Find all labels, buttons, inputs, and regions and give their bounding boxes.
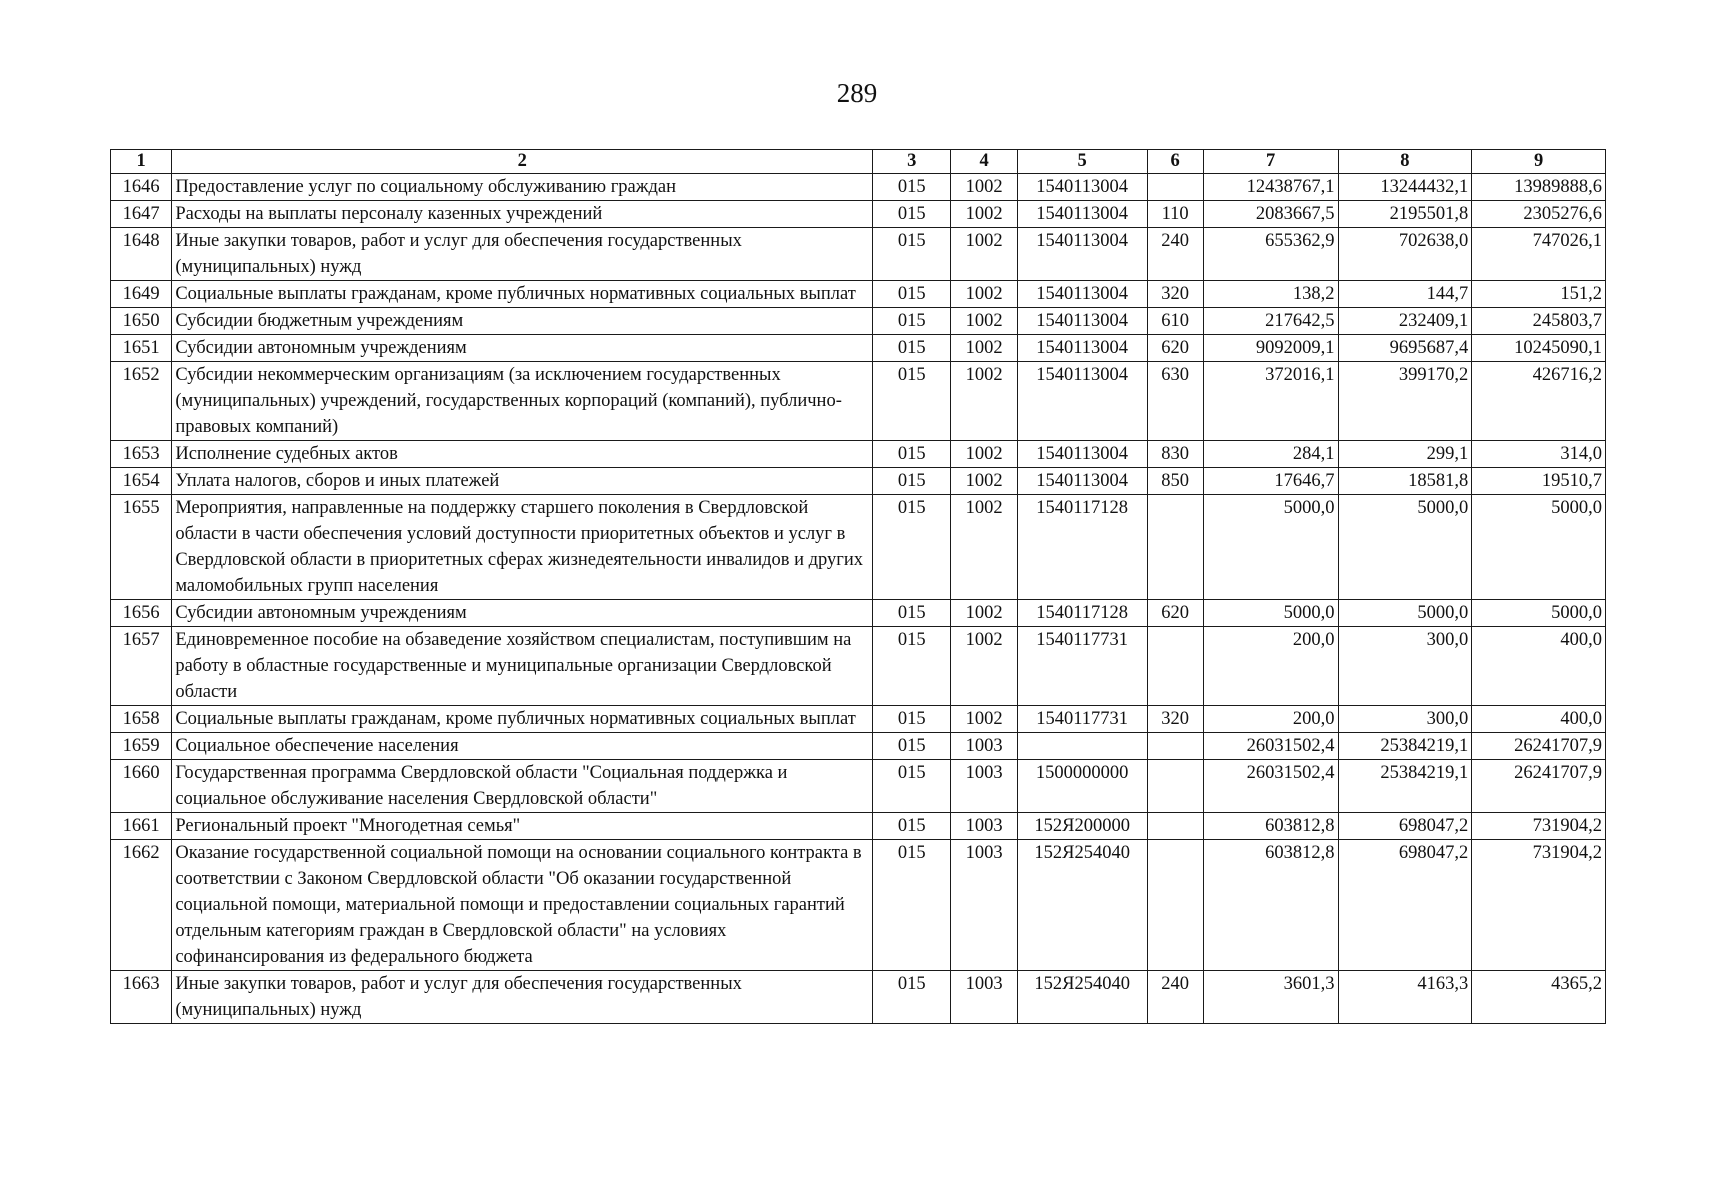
section-code-cell: 1002 xyxy=(951,362,1017,441)
amount-year3-cell: 2305276,6 xyxy=(1472,201,1606,228)
amount-year3-cell: 13989888,6 xyxy=(1472,174,1606,201)
description-cell: Социальные выплаты гражданам, кроме публичных нормативных социальных выплат xyxy=(172,281,873,308)
target-article-cell: 1540113004 xyxy=(1017,335,1147,362)
section-code-cell: 1003 xyxy=(951,813,1017,840)
page-number: 289 xyxy=(836,78,878,108)
section-code-cell: 1003 xyxy=(951,733,1017,760)
description-cell: Уплата налогов, сборов и иных платежей xyxy=(172,468,873,495)
section-code-cell: 1002 xyxy=(951,174,1017,201)
expense-type-cell: 620 xyxy=(1147,335,1203,362)
row-number-cell: 1647 xyxy=(111,201,172,228)
description-cell: Иные закупки товаров, работ и услуг для обеспечения государственных (муниципальных) нужд xyxy=(172,228,873,281)
column-header-3: 3 xyxy=(873,150,951,174)
row-number-cell: 1661 xyxy=(111,813,172,840)
amount-year3-cell: 5000,0 xyxy=(1472,600,1606,627)
amount-year3-cell: 314,0 xyxy=(1472,441,1606,468)
section-code-cell: 1002 xyxy=(951,281,1017,308)
row-number-cell: 1649 xyxy=(111,281,172,308)
amount-year1-cell: 200,0 xyxy=(1203,627,1338,706)
expense-type-cell: 240 xyxy=(1147,971,1203,1024)
amount-year3-cell: 426716,2 xyxy=(1472,362,1606,441)
row-number-cell: 1660 xyxy=(111,760,172,813)
table-row xyxy=(111,627,1606,706)
expense-type-cell: 630 xyxy=(1147,362,1203,441)
description-cell: Социальные выплаты гражданам, кроме публичных нормативных социальных выплат xyxy=(172,706,873,733)
amount-year3-cell: 747026,1 xyxy=(1472,228,1606,281)
target-article-cell: 1540113004 xyxy=(1017,281,1147,308)
amount-year3-cell: 4365,2 xyxy=(1472,971,1606,1024)
expense-type-cell xyxy=(1147,760,1203,813)
table-body xyxy=(111,174,1606,1024)
department-code-cell: 015 xyxy=(873,174,951,201)
amount-year3-cell: 10245090,1 xyxy=(1472,335,1606,362)
section-code-cell: 1002 xyxy=(951,308,1017,335)
description-cell: Единовременное пособие на обзаведение хозяйством специалистам, поступившим на работу в областные государственные и муниципальные организации Свердловской области xyxy=(172,627,873,706)
department-code-cell: 015 xyxy=(873,840,951,971)
department-code-cell: 015 xyxy=(873,335,951,362)
budget-table xyxy=(110,149,1606,1024)
department-code-cell: 015 xyxy=(873,281,951,308)
expense-type-cell: 320 xyxy=(1147,281,1203,308)
row-number-cell: 1654 xyxy=(111,468,172,495)
department-code-cell: 015 xyxy=(873,706,951,733)
amount-year3-cell: 245803,7 xyxy=(1472,308,1606,335)
amount-year3-cell: 400,0 xyxy=(1472,706,1606,733)
row-number-cell: 1657 xyxy=(111,627,172,706)
expense-type-cell: 110 xyxy=(1147,201,1203,228)
amount-year2-cell: 698047,2 xyxy=(1338,813,1472,840)
amount-year2-cell: 5000,0 xyxy=(1338,600,1472,627)
amount-year2-cell: 698047,2 xyxy=(1338,840,1472,971)
row-number-cell: 1659 xyxy=(111,733,172,760)
description-cell: Расходы на выплаты персоналу казенных учреждений xyxy=(172,201,873,228)
table-row xyxy=(111,468,1606,495)
amount-year1-cell: 138,2 xyxy=(1203,281,1338,308)
description-cell: Иные закупки товаров, работ и услуг для обеспечения государственных (муниципальных) нужд xyxy=(172,971,873,1024)
target-article-cell: 1540117128 xyxy=(1017,495,1147,600)
row-number-cell: 1662 xyxy=(111,840,172,971)
column-header-5: 5 xyxy=(1017,150,1147,174)
amount-year1-cell: 26031502,4 xyxy=(1203,760,1338,813)
amount-year2-cell: 25384219,1 xyxy=(1338,760,1472,813)
amount-year1-cell: 5000,0 xyxy=(1203,495,1338,600)
row-number-cell: 1652 xyxy=(111,362,172,441)
amount-year2-cell: 144,7 xyxy=(1338,281,1472,308)
amount-year2-cell: 702638,0 xyxy=(1338,228,1472,281)
description-cell: Региональный проект "Многодетная семья" xyxy=(172,813,873,840)
table-row xyxy=(111,706,1606,733)
section-code-cell: 1003 xyxy=(951,840,1017,971)
table-row xyxy=(111,971,1606,1024)
amount-year2-cell: 18581,8 xyxy=(1338,468,1472,495)
amount-year2-cell: 300,0 xyxy=(1338,706,1472,733)
target-article-cell: 1540113004 xyxy=(1017,441,1147,468)
amount-year3-cell: 26241707,9 xyxy=(1472,733,1606,760)
expense-type-cell: 610 xyxy=(1147,308,1203,335)
description-cell: Субсидии автономным учреждениям xyxy=(172,600,873,627)
target-article-cell xyxy=(1017,733,1147,760)
description-cell: Социальное обеспечение населения xyxy=(172,733,873,760)
section-code-cell: 1002 xyxy=(951,627,1017,706)
target-article-cell: 1540113004 xyxy=(1017,174,1147,201)
department-code-cell: 015 xyxy=(873,201,951,228)
description-cell: Государственная программа Свердловской области "Социальная поддержка и социальное обслуживание населения Свердловской области" xyxy=(172,760,873,813)
amount-year2-cell: 25384219,1 xyxy=(1338,733,1472,760)
amount-year1-cell: 603812,8 xyxy=(1203,813,1338,840)
expense-type-cell xyxy=(1147,840,1203,971)
amount-year2-cell: 5000,0 xyxy=(1338,495,1472,600)
amount-year3-cell: 731904,2 xyxy=(1472,840,1606,971)
section-code-cell: 1002 xyxy=(951,335,1017,362)
table-row xyxy=(111,362,1606,441)
expense-type-cell: 850 xyxy=(1147,468,1203,495)
amount-year2-cell: 232409,1 xyxy=(1338,308,1472,335)
department-code-cell: 015 xyxy=(873,441,951,468)
column-header-9: 9 xyxy=(1472,150,1606,174)
section-code-cell: 1002 xyxy=(951,468,1017,495)
target-article-cell: 1500000000 xyxy=(1017,760,1147,813)
target-article-cell: 1540113004 xyxy=(1017,201,1147,228)
section-code-cell: 1002 xyxy=(951,706,1017,733)
amount-year2-cell: 13244432,1 xyxy=(1338,174,1472,201)
department-code-cell: 015 xyxy=(873,495,951,600)
amount-year1-cell: 9092009,1 xyxy=(1203,335,1338,362)
description-cell: Предоставление услуг по социальному обслуживанию граждан xyxy=(172,174,873,201)
section-code-cell: 1002 xyxy=(951,600,1017,627)
row-number-cell: 1663 xyxy=(111,971,172,1024)
expense-type-cell xyxy=(1147,174,1203,201)
table-row xyxy=(111,441,1606,468)
amount-year2-cell: 2195501,8 xyxy=(1338,201,1472,228)
amount-year2-cell: 4163,3 xyxy=(1338,971,1472,1024)
expense-type-cell xyxy=(1147,813,1203,840)
row-number-cell: 1653 xyxy=(111,441,172,468)
target-article-cell: 152Я254040 xyxy=(1017,971,1147,1024)
department-code-cell: 015 xyxy=(873,600,951,627)
table-row xyxy=(111,760,1606,813)
amount-year1-cell: 372016,1 xyxy=(1203,362,1338,441)
amount-year1-cell: 200,0 xyxy=(1203,706,1338,733)
description-cell: Субсидии бюджетным учреждениям xyxy=(172,308,873,335)
expense-type-cell: 620 xyxy=(1147,600,1203,627)
row-number-cell: 1655 xyxy=(111,495,172,600)
amount-year1-cell: 284,1 xyxy=(1203,441,1338,468)
target-article-cell: 152Я200000 xyxy=(1017,813,1147,840)
target-article-cell: 1540117731 xyxy=(1017,627,1147,706)
section-code-cell: 1002 xyxy=(951,201,1017,228)
amount-year1-cell: 5000,0 xyxy=(1203,600,1338,627)
department-code-cell: 015 xyxy=(873,760,951,813)
department-code-cell: 015 xyxy=(873,733,951,760)
expense-type-cell xyxy=(1147,733,1203,760)
column-header-1: 1 xyxy=(111,150,172,174)
row-number-cell: 1650 xyxy=(111,308,172,335)
amount-year3-cell: 26241707,9 xyxy=(1472,760,1606,813)
column-header-4: 4 xyxy=(951,150,1017,174)
section-code-cell: 1002 xyxy=(951,441,1017,468)
amount-year2-cell: 399170,2 xyxy=(1338,362,1472,441)
expense-type-cell xyxy=(1147,627,1203,706)
department-code-cell: 015 xyxy=(873,308,951,335)
column-header-7: 7 xyxy=(1203,150,1338,174)
expense-type-cell: 320 xyxy=(1147,706,1203,733)
description-cell: Исполнение судебных актов xyxy=(172,441,873,468)
section-code-cell: 1003 xyxy=(951,760,1017,813)
table-row xyxy=(111,600,1606,627)
amount-year2-cell: 299,1 xyxy=(1338,441,1472,468)
amount-year3-cell: 19510,7 xyxy=(1472,468,1606,495)
row-number-cell: 1656 xyxy=(111,600,172,627)
amount-year3-cell: 400,0 xyxy=(1472,627,1606,706)
target-article-cell: 1540113004 xyxy=(1017,468,1147,495)
target-article-cell: 1540113004 xyxy=(1017,362,1147,441)
amount-year1-cell: 2083667,5 xyxy=(1203,201,1338,228)
column-header-6: 6 xyxy=(1147,150,1203,174)
table-row xyxy=(111,813,1606,840)
row-number-cell: 1658 xyxy=(111,706,172,733)
description-cell: Субсидии некоммерческим организациям (за исключением государственных (муниципальных) учреждений, государственных корпораций (компаний), публично-правовых компаний) xyxy=(172,362,873,441)
amount-year1-cell: 12438767,1 xyxy=(1203,174,1338,201)
section-code-cell: 1002 xyxy=(951,228,1017,281)
table-row xyxy=(111,308,1606,335)
table-row xyxy=(111,840,1606,971)
amount-year1-cell: 26031502,4 xyxy=(1203,733,1338,760)
table-row xyxy=(111,335,1606,362)
amount-year3-cell: 151,2 xyxy=(1472,281,1606,308)
target-article-cell: 1540117731 xyxy=(1017,706,1147,733)
table-row xyxy=(111,733,1606,760)
table-header-row xyxy=(111,150,1606,174)
department-code-cell: 015 xyxy=(873,228,951,281)
amount-year3-cell: 731904,2 xyxy=(1472,813,1606,840)
department-code-cell: 015 xyxy=(873,627,951,706)
table-row xyxy=(111,228,1606,281)
amount-year1-cell: 655362,9 xyxy=(1203,228,1338,281)
department-code-cell: 015 xyxy=(873,468,951,495)
department-code-cell: 015 xyxy=(873,813,951,840)
table-row xyxy=(111,201,1606,228)
target-article-cell: 1540113004 xyxy=(1017,228,1147,281)
expense-type-cell: 830 xyxy=(1147,441,1203,468)
amount-year2-cell: 9695687,4 xyxy=(1338,335,1472,362)
amount-year1-cell: 17646,7 xyxy=(1203,468,1338,495)
description-cell: Оказание государственной социальной помощи на основании социального контракта в соответствии с Законом Свердловской области "Об оказании государственной социальной помощи, материальной помощи и предоставлении социальных гарантий отдельным категориям граждан в Свердловской области" на условиях софинансирования из федерального бюджета xyxy=(172,840,873,971)
department-code-cell: 015 xyxy=(873,971,951,1024)
row-number-cell: 1651 xyxy=(111,335,172,362)
section-code-cell: 1003 xyxy=(951,971,1017,1024)
table-row xyxy=(111,495,1606,600)
amount-year1-cell: 217642,5 xyxy=(1203,308,1338,335)
amount-year1-cell: 603812,8 xyxy=(1203,840,1338,971)
expense-type-cell: 240 xyxy=(1147,228,1203,281)
description-cell: Мероприятия, направленные на поддержку старшего поколения в Свердловской области в части обеспечения условий доступности приоритетных объектов и услуг в Свердловской области в приоритетных сферах жизнедеятельности инвалидов и других маломобильных групп населения xyxy=(172,495,873,600)
table-row xyxy=(111,174,1606,201)
column-header-8: 8 xyxy=(1338,150,1472,174)
target-article-cell: 1540117128 xyxy=(1017,600,1147,627)
section-code-cell: 1002 xyxy=(951,495,1017,600)
table-row xyxy=(111,281,1606,308)
amount-year2-cell: 300,0 xyxy=(1338,627,1472,706)
expense-type-cell xyxy=(1147,495,1203,600)
amount-year1-cell: 3601,3 xyxy=(1203,971,1338,1024)
target-article-cell: 152Я254040 xyxy=(1017,840,1147,971)
description-cell: Субсидии автономным учреждениям xyxy=(172,335,873,362)
department-code-cell: 015 xyxy=(873,362,951,441)
amount-year3-cell: 5000,0 xyxy=(1472,495,1606,600)
target-article-cell: 1540113004 xyxy=(1017,308,1147,335)
row-number-cell: 1646 xyxy=(111,174,172,201)
column-header-2: 2 xyxy=(172,150,873,174)
row-number-cell: 1648 xyxy=(111,228,172,281)
